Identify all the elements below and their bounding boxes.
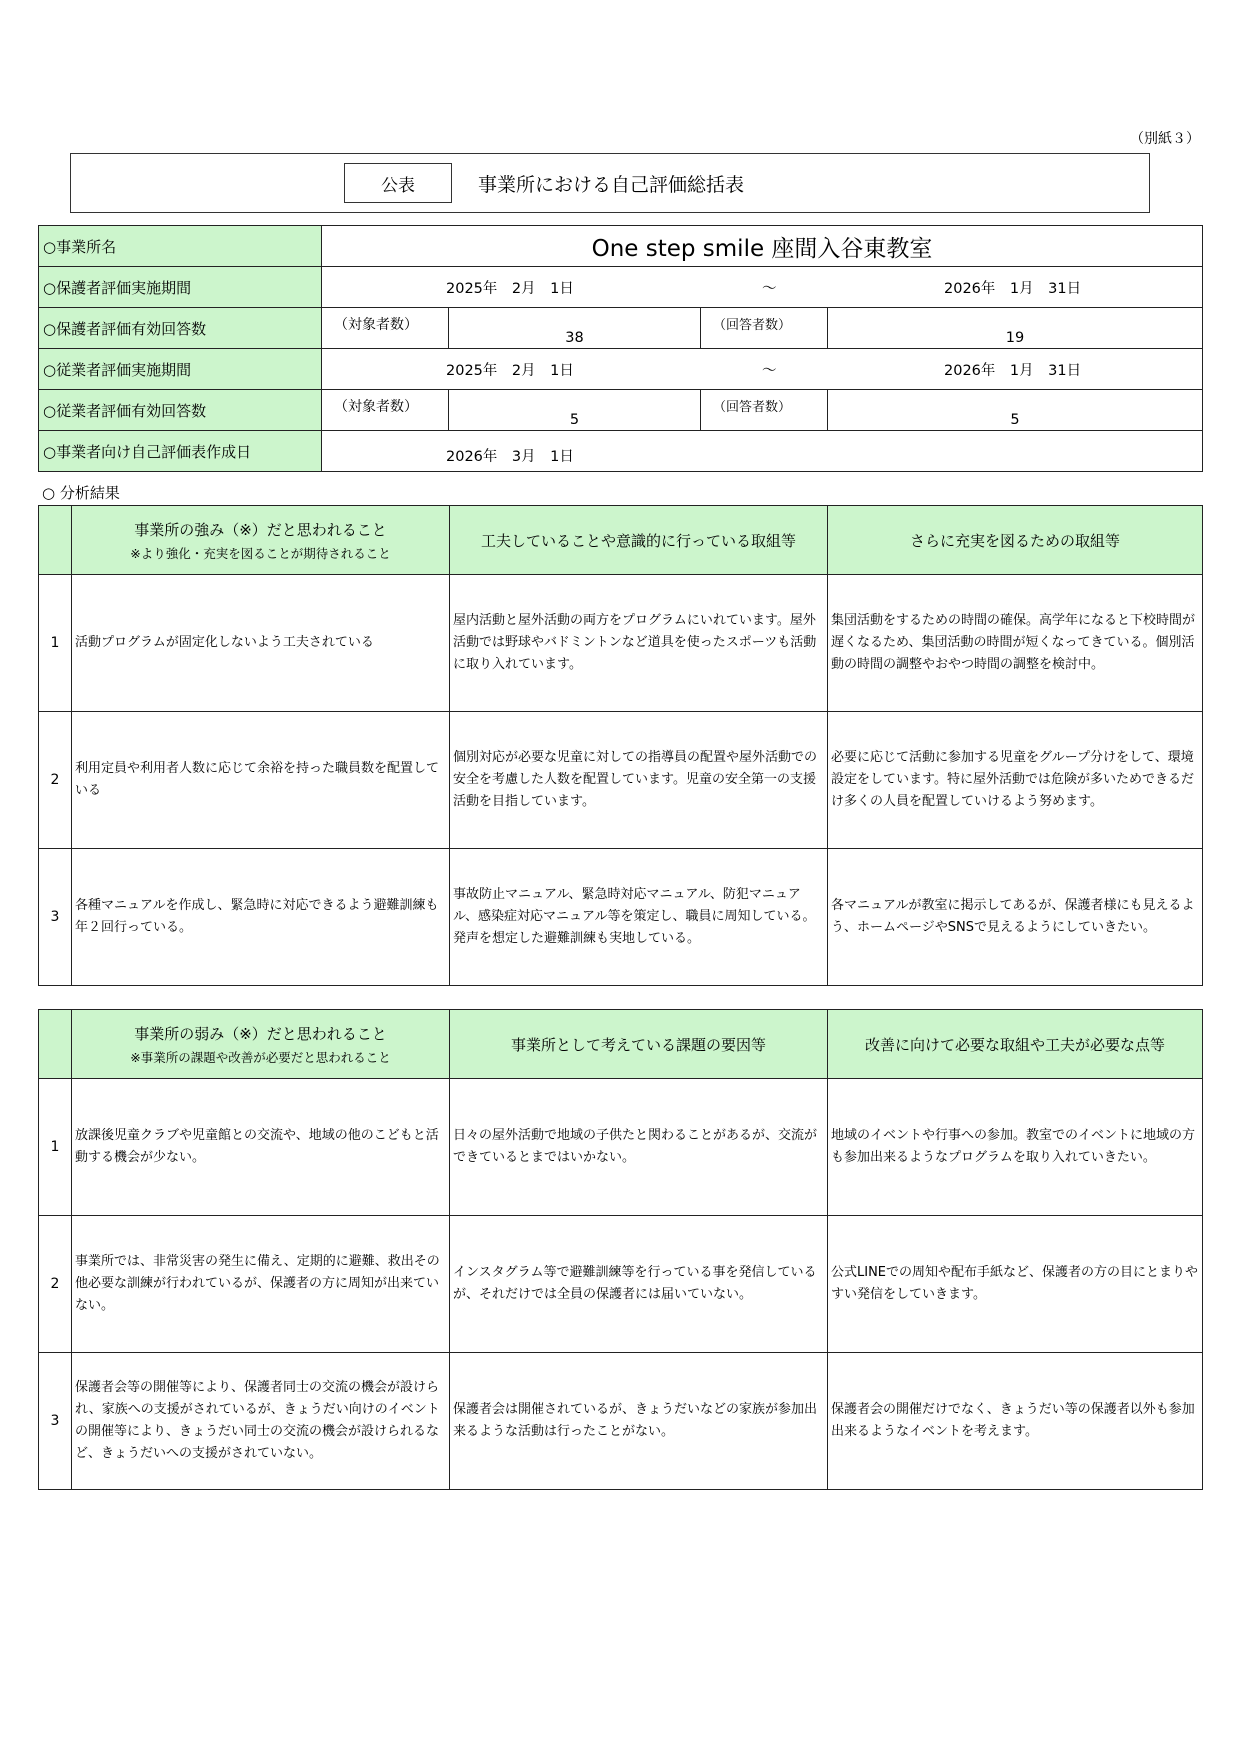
table-row xyxy=(39,849,1203,986)
guardian-target-count: 38 xyxy=(449,308,701,349)
number-header xyxy=(39,1010,72,1079)
target-label: （対象者数） xyxy=(322,308,449,349)
table-row xyxy=(39,1216,1203,1353)
row-number: 3 xyxy=(39,1353,72,1490)
staff-period xyxy=(322,349,1203,390)
appendix-label: （別紙３） xyxy=(1130,131,1200,147)
answered-label: （回答者数） xyxy=(701,308,828,349)
guardian-period-label: ○保護者評価実施期間 xyxy=(39,267,322,308)
answered-label: （回答者数） xyxy=(701,390,828,431)
table-row xyxy=(39,1353,1203,1490)
row-number: 1 xyxy=(39,575,72,712)
row-number: 2 xyxy=(39,712,72,849)
page-title: 事業所における自己評価総括表 xyxy=(478,174,745,196)
enhancement-cell: 各マニュアルが教室に掲示してあるが、保護者様にも見えるよう、ホームページやSNSで見えるようにしていきたい。 xyxy=(828,849,1203,986)
guardian-answered-count: 19 xyxy=(828,308,1203,349)
number-header xyxy=(39,506,72,575)
efforts-header: 工夫していることや意識的に行っている取組等 xyxy=(450,506,828,575)
info-table xyxy=(38,225,1203,472)
staff-target-count: 5 xyxy=(449,390,701,431)
improvement-cell: 地域のイベントや行事への参加。教室でのイベントに地域の方も参加出来るようなプログラムを取り入れていきたい。 xyxy=(828,1079,1203,1216)
strengths-header-title: 事業所の強み（※）だと思われること xyxy=(134,520,387,539)
row-number: 1 xyxy=(39,1079,72,1216)
causes-header: 事業所として考えている課題の要因等 xyxy=(450,1010,828,1079)
guardian-period-end: 2026年 1月 31日 xyxy=(944,281,1082,297)
strengths-header-note: ※より強化・充実を図ることが期待されること xyxy=(130,545,391,561)
office-name-label: ○事業所名 xyxy=(39,226,322,267)
staff-period-label: ○従業者評価実施期間 xyxy=(39,349,322,390)
weaknesses-header-title: 事業所の弱み（※）だと思われること xyxy=(134,1024,387,1043)
guardian-period xyxy=(322,267,1203,308)
weaknesses-header-note: ※事業所の課題や改善が必要だと思われること xyxy=(130,1049,391,1065)
improvement-cell: 保護者会の開催だけでなく、きょうだい等の保護者以外も参加出来るようなイベントを考えます。 xyxy=(828,1353,1203,1490)
improvement-cell: 公式LINEでの周知や配布手紙など、保護者の方の目にとまりやすい発信をしていきます。 xyxy=(828,1216,1203,1353)
table-row xyxy=(39,1079,1203,1216)
cause-cell: 日々の屋外活動で地域の子供たと関わることがあるが、交流ができているとまではいかない。 xyxy=(450,1079,828,1216)
weakness-cell: 事業所では、非常災害の発生に備え、定期的に避難、救出その他必要な訓練が行われているが、保護者の方に周知が出来ていない。 xyxy=(72,1216,450,1353)
created-date-cell xyxy=(322,431,1203,472)
staff-responses-label: ○従業者評価有効回答数 xyxy=(39,390,322,431)
strength-cell: 活動プログラムが固定化しないよう工夫されている xyxy=(72,575,450,712)
staff-period-end: 2026年 1月 31日 xyxy=(944,363,1082,379)
enhancement-cell: 集団活動をするための時間の確保。高学年になると下校時間が遅くなるため、集団活動の時間が短くなってきている。個別活動の時間の調整やおやつ時間の調整を検討中。 xyxy=(828,575,1203,712)
weakness-cell: 保護者会等の開催等により、保護者同士の交流の機会が設けられ、家族への支援がされているが、きょうだい向けのイベントの開催等により、きょうだい同士の交流の機会が設けられるなど、きょうだいへの支援がされていない。 xyxy=(72,1353,450,1490)
staff-answered-count: 5 xyxy=(828,390,1203,431)
strengths-header xyxy=(72,506,450,575)
target-label: （対象者数） xyxy=(322,390,449,431)
guardian-responses-label: ○保護者評価有効回答数 xyxy=(39,308,322,349)
tilde: ～ xyxy=(762,281,777,297)
strength-cell: 利用定員や利用者人数に応じて余裕を持った職員数を配置している xyxy=(72,712,450,849)
enhancement-header: さらに充実を図るための取組等 xyxy=(828,506,1203,575)
improvements-header: 改善に向けて必要な取組や工夫が必要な点等 xyxy=(828,1010,1203,1079)
table-row xyxy=(39,575,1203,712)
office-name: One step smile 座間入谷東教室 xyxy=(322,226,1203,267)
weaknesses-table xyxy=(38,1009,1203,1490)
enhancement-cell: 必要に応じて活動に参加する児童をグループ分けをして、環境設定をしています。特に屋外活動では危険が多いためできるだけ多くの人員を配置していけるよう努めます。 xyxy=(828,712,1203,849)
effort-cell: 事故防止マニュアル、緊急時対応マニュアル、防犯マニュアル、感染症対応マニュアル等を策定し、職員に周知している。発声を想定した避難訓練も実地している。 xyxy=(450,849,828,986)
guardian-period-start: 2025年 2月 1日 xyxy=(446,281,574,297)
row-number: 3 xyxy=(39,849,72,986)
table-row xyxy=(39,712,1203,849)
row-number: 2 xyxy=(39,1216,72,1353)
public-label: 公表 xyxy=(344,163,452,203)
analysis-label: ○ 分析結果 xyxy=(42,484,120,502)
created-date-label: ○事業者向け自己評価表作成日 xyxy=(39,431,322,472)
cause-cell: インスタグラム等で避難訓練等を行っている事を発信しているが、それだけでは全員の保護者には届いていない。 xyxy=(450,1216,828,1353)
effort-cell: 屋内活動と屋外活動の両方をプログラムにいれています。屋外活動では野球やバドミントンなど道具を使ったスポーツも活動に取り入れています。 xyxy=(450,575,828,712)
created-date: 2026年 3月 1日 xyxy=(446,449,574,465)
strengths-table xyxy=(38,505,1203,986)
tilde: ～ xyxy=(762,363,777,379)
weaknesses-header xyxy=(72,1010,450,1079)
strength-cell: 各種マニュアルを作成し、緊急時に対応できるよう避難訓練も年２回行っている。 xyxy=(72,849,450,986)
cause-cell: 保護者会は開催されているが、きょうだいなどの家族が参加出来るような活動は行ったことがない。 xyxy=(450,1353,828,1490)
staff-period-start: 2025年 2月 1日 xyxy=(446,363,574,379)
weakness-cell: 放課後児童クラブや児童館との交流や、地域の他のこどもと活動する機会が少ない。 xyxy=(72,1079,450,1216)
effort-cell: 個別対応が必要な児童に対しての指導員の配置や屋外活動での安全を考慮した人数を配置しています。児童の安全第一の支援活動を目指しています。 xyxy=(450,712,828,849)
